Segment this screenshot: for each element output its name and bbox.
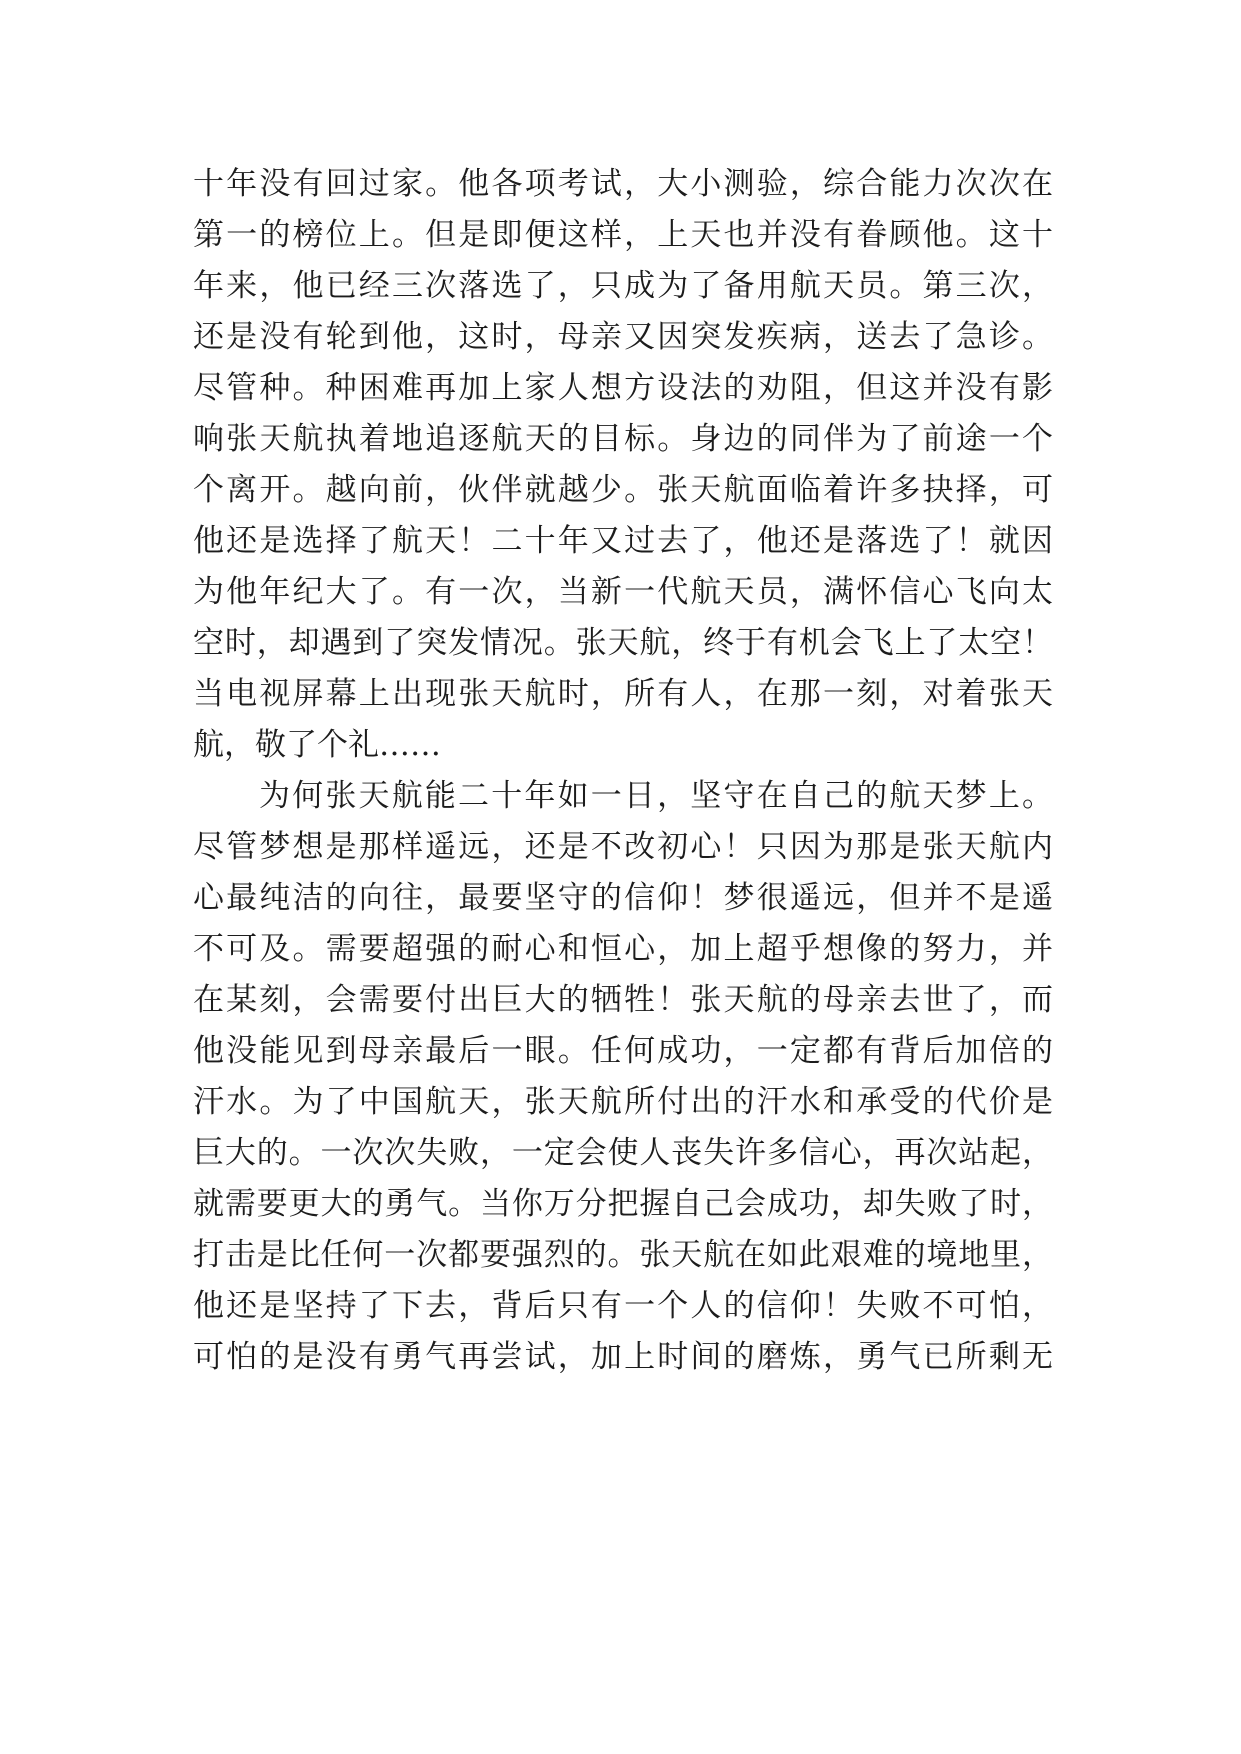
text-line: 巨大的。一次次失败，一定会使人丧失许多信心，再次站起， bbox=[193, 1135, 1053, 1171]
text-line: 汗水。为了中国航天，张天航所付出的汗水和承受的代价是 bbox=[193, 1084, 1053, 1120]
text-line: 他还是选择了航天！二十年又过去了，他还是落选了！就因 bbox=[193, 523, 1053, 559]
text-line: 响张天航执着地追逐航天的目标。身边的同伴为了前途一个 bbox=[193, 421, 1053, 457]
text-line: 空时，却遇到了突发情况。张天航，终于有机会飞上了太空！ bbox=[193, 625, 1053, 661]
text-line: 为何张天航能二十年如一日，坚守在自己的航天梦上。 bbox=[259, 778, 1053, 814]
body-text bbox=[193, 159, 1053, 1383]
text-line: 尽管种。种困难再加上家人想方设法的劝阻，但这并没有影 bbox=[193, 370, 1053, 406]
text-line: 为他年纪大了。有一次，当新一代航天员，满怀信心飞向太 bbox=[193, 574, 1053, 610]
text-line: 他还是坚持了下去，背后只有一个人的信仰！失败不可怕， bbox=[193, 1288, 1053, 1324]
text-line: 尽管梦想是那样遥远，还是不改初心！只因为那是张天航内 bbox=[193, 829, 1053, 865]
text-line: 第一的榜位上。但是即便这样，上天也并没有眷顾他。这十 bbox=[193, 217, 1053, 253]
text-line: 他没能见到母亲最后一眼。任何成功，一定都有背后加倍的 bbox=[193, 1033, 1053, 1069]
text-line: 还是没有轮到他，这时，母亲又因突发疾病，送去了急诊。 bbox=[193, 319, 1053, 355]
text-line: 个离开。越向前，伙伴就越少。张天航面临着许多抉择，可 bbox=[193, 472, 1053, 508]
text-line: 在某刻，会需要付出巨大的牺牲！张天航的母亲去世了，而 bbox=[193, 982, 1053, 1018]
text-line: 就需要更大的勇气。当你万分把握自己会成功，却失败了时， bbox=[193, 1186, 1053, 1222]
paragraph bbox=[193, 771, 1053, 1383]
text-line: 心最纯洁的向往，最要坚守的信仰！梦很遥远，但并不是遥 bbox=[193, 880, 1053, 916]
text-line: 可怕的是没有勇气再尝试，加上时间的磨炼，勇气已所剩无 bbox=[193, 1339, 1053, 1375]
text-line: 当电视屏幕上出现张天航时，所有人，在那一刻，对着张天 bbox=[193, 676, 1053, 712]
text-line: 打击是比任何一次都要强烈的。张天航在如此艰难的境地里， bbox=[193, 1237, 1053, 1273]
paragraph bbox=[193, 159, 1053, 771]
text-line: 不可及。需要超强的耐心和恒心，加上超乎想像的努力，并 bbox=[193, 931, 1053, 967]
text-line: 年来，他已经三次落选了，只成为了备用航天员。第三次， bbox=[193, 268, 1053, 304]
text-line: 航，敬了个礼…… bbox=[193, 727, 441, 763]
text-line: 十年没有回过家。他各项考试，大小测验，综合能力次次在 bbox=[193, 166, 1053, 202]
